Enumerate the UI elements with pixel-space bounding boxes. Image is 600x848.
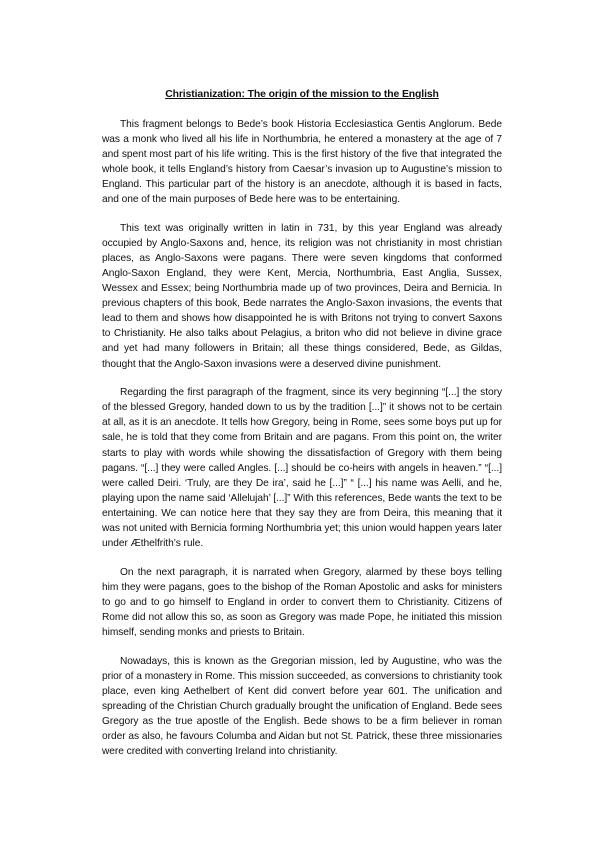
paragraph-1: This fragment belongs to Bede’s book Historia Ecclesiastica Gentis Anglorum. Bede was a monk who lived all his life in Northumbria, he entered a monastery at the age of 7 and spent most part of his life writing. This is the first history of the five that integrated the whole book, it tells England’s history from Caesar’s invasion up to Augustine’s mission to England. This particular part of the history is an anecdote, although it is based in facts, and one of the main purposes of Bede here was to be entertaining.: [102, 119, 502, 206]
paragraph-3: Regarding the first paragraph of the fragment, since its very beginning “[...] the story of the blessed Gregory, handed down to us by the tradition [...]” it shows not to be certain at all, as it is an anecdote. It tells how Gregory, being in Rome, sees some boys put up for sale, he is told that they come from Britain and are pagans. From this point on, the writer starts to play with words while showing the dissatisfaction of Gregory with them being pagans. “[...] they were called Angles. [...] should be co-heirs with angels in heaven.” “[...] were called Deiri. ‘Truly, are they De ira’, said he [...]” “ [...] his name was Aelli, and he, playing upon the name said ‘Allelujah’ [...]” With this references, Bede wants the text to be entertaining. We can notice here that they say they are from Deira, this meaning that it was not united with Bernicia forming Northumbria yet; this union would happen years later under Æthelfrith’s rule.: [102, 387, 502, 549]
document-page: [102, 88, 502, 773]
paragraph-5: Nowadays, this is known as the Gregorian mission, led by Augustine, who was the prior of a monastery in Rome. This mission succeeded, as conversions to christianity took place, even king Aethelbert of Kent did convert before year 601. The unification and spreading of the Christian Church gradually brought the unification of England. Bede sees Gregory as the true apostle of the English. Bede shows to be a firm believer in roman order as also, he favours Columba and Aidan but not St. Patrick, these three missionaries were credited with converting Ireland into christianity.: [102, 655, 502, 757]
paragraph-4: On the next paragraph, it is narrated when Gregory, alarmed by these boys telling him they were pagans, goes to the bishop of the Roman Apostolic and asks for ministers to go and to go himself to England in order to convert them to Christianity. Citizens of Rome did not allow this so, as soon as Gregory was made Pope, he initiated this mission himself, sending monks and priests to Britain.: [102, 566, 502, 638]
document-title: Christianization: The origin of the mission to the English: [165, 89, 439, 100]
paragraph-2: This text was originally written in latin in 731, by this year England was already occupied by Anglo-Saxons and, hence, its religion was not christianity in most christian places, as Anglo-Saxons were pagans. There were seven kingdoms that conformed Anglo-Saxon England, they were Kent, Mercia, Northumbria, East Anglia, Sussex, Wessex and Essex; being Northumbria made up of two provinces, Deira and Bernicia. In previous chapters of this book, Bede narrates the Anglo-Saxon invasions, the events that lead to them and shows how disappointed he is with Britons not trying to convert Saxons to Christianity. He also talks about Pelagius, a briton who did not believe in divine grace and yet had many followers in Britain; all these things considered, Bede, as Gildas, thought that the Anglo-Saxon invasions were a deserved divine punishment.: [102, 223, 502, 370]
